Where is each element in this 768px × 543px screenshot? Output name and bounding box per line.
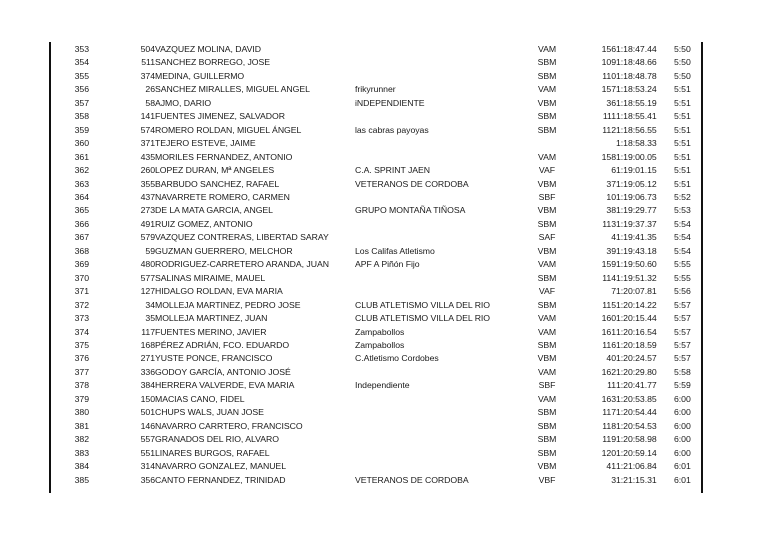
cell-bib: 141 xyxy=(140,111,155,122)
table-row xyxy=(49,137,703,150)
cell-bib: 117 xyxy=(141,326,155,337)
cell-pace: 5:56 xyxy=(674,286,691,297)
cell-club xyxy=(355,43,520,56)
cell-category: SBM xyxy=(537,299,557,310)
cell-position: 380 xyxy=(74,407,89,418)
cell-time: 1:20:16.54 xyxy=(616,326,657,337)
cell-pace: 5:51 xyxy=(674,138,691,149)
cell-bib: 384 xyxy=(140,380,155,391)
cell-bib: 273 xyxy=(140,205,155,216)
cell-pace: 6:00 xyxy=(674,420,691,431)
cell-position: 383 xyxy=(74,447,89,458)
cell-name: SALINAS MIRAIME, MAUEL xyxy=(155,272,266,283)
table-row xyxy=(49,299,703,312)
cell-club: las cabras payoyas xyxy=(355,124,429,135)
cell-pace: 5:57 xyxy=(674,353,691,364)
cell-category-position: 156 xyxy=(601,44,616,54)
cell-pace: 5:51 xyxy=(674,84,691,95)
cell-club xyxy=(355,420,520,433)
cell-bib: 435 xyxy=(140,151,155,162)
cell-position: 378 xyxy=(74,380,89,391)
cell-category: VAM xyxy=(537,313,557,324)
cell-position: 374 xyxy=(74,326,89,337)
cell-category: VAM xyxy=(537,366,557,377)
cell-name: VAZQUEZ CONTRERAS, LIBERTAD SARAY xyxy=(155,232,329,243)
cell-pace: 5:57 xyxy=(674,299,691,310)
cell-club xyxy=(355,151,520,164)
cell-position: 360 xyxy=(74,138,89,149)
cell-club xyxy=(355,285,520,298)
table-row xyxy=(49,339,703,352)
cell-bib: 26 xyxy=(145,84,155,95)
cell-position: 366 xyxy=(74,218,89,229)
cell-time: 1:20:15.44 xyxy=(616,313,657,324)
cell-category-position: 3 xyxy=(611,474,616,485)
cell-category-position: 113 xyxy=(602,218,616,229)
table-row xyxy=(49,406,703,419)
cell-club xyxy=(355,70,520,83)
cell-time: 1:18:58.33 xyxy=(616,138,657,149)
cell-time: 1:19:06.73 xyxy=(616,191,657,202)
cell-time: 1:20:41.77 xyxy=(616,380,657,391)
cell-time: 1:19:50.60 xyxy=(616,259,657,270)
table-row xyxy=(49,191,703,204)
cell-pace: 5:51 xyxy=(674,151,691,162)
cell-club xyxy=(355,460,520,473)
cell-bib: 577 xyxy=(140,272,155,283)
cell-name: YUSTE PONCE, FRANCISCO xyxy=(155,353,273,364)
cell-category: SBM xyxy=(537,70,557,81)
cell-category: VBF xyxy=(538,474,556,485)
table-row xyxy=(49,97,703,110)
cell-position: 357 xyxy=(74,97,89,108)
cell-time: 1:19:43.18 xyxy=(616,245,657,256)
cell-bib: 150 xyxy=(140,393,155,404)
cell-club xyxy=(355,393,520,406)
cell-name: TEJERO ESTEVE, JAIME xyxy=(155,138,256,149)
cell-pace: 6:00 xyxy=(674,447,691,458)
table-row xyxy=(49,43,703,56)
cell-name: HIDALGO ROLDAN, EVA MARIA xyxy=(155,286,283,297)
cell-category-position: 109 xyxy=(601,57,616,68)
cell-category-position: 157 xyxy=(601,84,616,95)
cell-position: 368 xyxy=(74,245,89,256)
cell-category-position: 39 xyxy=(606,245,616,256)
cell-position: 385 xyxy=(74,474,89,485)
table-row xyxy=(49,151,703,164)
cell-time: 1:18:56.55 xyxy=(616,124,657,135)
cell-category: SBM xyxy=(537,339,557,350)
cell-category-position: 38 xyxy=(606,205,616,216)
cell-time: 1:20:24.57 xyxy=(616,353,657,364)
cell-category: SBM xyxy=(537,111,557,122)
cell-time: 1:19:29.77 xyxy=(616,205,657,216)
cell-club: APF A Piñón Fijo xyxy=(355,259,420,270)
cell-pace: 6:01 xyxy=(674,474,691,485)
cell-pace: 5:59 xyxy=(674,380,691,391)
table-row xyxy=(49,474,703,487)
cell-club xyxy=(355,447,520,460)
cell-club: GRUPO MONTAÑA TIÑOSA xyxy=(355,205,466,216)
cell-time: 1:20:53.85 xyxy=(616,393,657,404)
cell-category: VAF xyxy=(538,286,556,297)
cell-position: 356 xyxy=(74,84,89,95)
cell-pace: 6:00 xyxy=(674,407,691,418)
table-row xyxy=(49,124,703,137)
cell-name: GRANADOS DEL RIO, ALVARO xyxy=(155,434,279,445)
cell-club: Independiente xyxy=(355,380,410,391)
cell-category-position: 160 xyxy=(601,313,616,324)
table-row xyxy=(49,245,703,258)
cell-bib: 574 xyxy=(140,124,155,135)
cell-name: GODOY GARCÍA, ANTONIO JOSÉ xyxy=(155,366,291,377)
cell-bib: 504 xyxy=(140,44,155,54)
cell-category-position: 162 xyxy=(601,366,616,377)
cell-bib: 551 xyxy=(140,447,155,458)
cell-pace: 5:53 xyxy=(674,205,691,216)
cell-club xyxy=(355,191,520,204)
cell-pace: 5:51 xyxy=(674,178,691,189)
table-row xyxy=(49,447,703,460)
cell-bib: 511 xyxy=(141,57,155,68)
cell-name: CANTO FERNANDEZ, TRINIDAD xyxy=(155,474,286,485)
cell-position: 377 xyxy=(74,366,89,377)
cell-club xyxy=(355,433,520,446)
cell-pace: 5:55 xyxy=(674,259,691,270)
table-row xyxy=(49,218,703,231)
table-row xyxy=(49,110,703,123)
cell-category: SBF xyxy=(538,380,556,391)
table-row xyxy=(49,326,703,339)
cell-bib: 271 xyxy=(140,353,155,364)
cell-position: 384 xyxy=(74,461,89,472)
cell-category: VAM xyxy=(537,259,557,270)
cell-club xyxy=(355,218,520,231)
cell-category: SBF xyxy=(538,191,556,202)
cell-position: 379 xyxy=(74,393,89,404)
cell-pace: 6:01 xyxy=(674,461,691,472)
cell-category-position: 37 xyxy=(606,178,616,189)
cell-bib: 437 xyxy=(140,191,155,202)
table-row xyxy=(49,433,703,446)
cell-time: 1:21:15.31 xyxy=(616,474,657,485)
cell-category-position xyxy=(574,137,616,150)
table-row xyxy=(49,56,703,69)
cell-time: 1:18:53.24 xyxy=(616,84,657,95)
cell-pace: 5:50 xyxy=(674,70,691,81)
cell-time: 1:19:01.15 xyxy=(616,165,657,176)
cell-bib: 355 xyxy=(140,178,155,189)
cell-time: 1:19:37.37 xyxy=(616,218,657,229)
cell-position: 367 xyxy=(74,232,89,243)
cell-name: LOPEZ DURAN, Mª ANGELES xyxy=(155,165,275,176)
cell-name: NAVARRO GONZALEZ, MANUEL xyxy=(155,461,286,472)
cell-category: SAF xyxy=(538,232,556,243)
table-row xyxy=(49,204,703,217)
cell-category: SBM xyxy=(537,272,557,283)
cell-name: PÉREZ ADRIÁN, FCO. EDUARDO xyxy=(155,339,290,350)
cell-club: frikyrunner xyxy=(355,84,396,95)
cell-category-position: 112 xyxy=(602,124,616,135)
cell-position: 369 xyxy=(74,259,89,270)
cell-category: VBM xyxy=(537,245,557,256)
cell-pace: 5:54 xyxy=(674,218,691,229)
cell-position: 359 xyxy=(74,124,89,135)
cell-time: 1:20:18.59 xyxy=(616,339,657,350)
results-table-body xyxy=(49,43,703,487)
cell-position: 364 xyxy=(74,191,89,202)
cell-bib: 374 xyxy=(140,70,155,81)
cell-category: VAM xyxy=(537,393,557,404)
cell-pace: 5:50 xyxy=(674,44,691,54)
cell-bib: 557 xyxy=(140,434,155,445)
cell-pace: 5:50 xyxy=(674,57,691,68)
cell-category-position: 159 xyxy=(601,259,616,270)
cell-category: SBM xyxy=(537,420,557,431)
table-row xyxy=(49,285,703,298)
table-row xyxy=(49,231,703,244)
cell-time: 1:19:51.32 xyxy=(616,272,657,283)
cell-pace: 6:00 xyxy=(674,393,691,404)
cell-time: 1:20:29.80 xyxy=(616,366,657,377)
cell-category-position: 114 xyxy=(602,272,616,283)
cell-category-position: 115 xyxy=(602,299,616,310)
cell-position: 381 xyxy=(74,420,89,431)
cell-category-position: 161 xyxy=(601,326,616,337)
cell-position: 354 xyxy=(74,57,89,68)
cell-name: RODRIGUEZ-CARRETERO ARANDA, JUAN xyxy=(155,259,329,270)
cell-club: C.A. SPRINT JAEN xyxy=(355,165,430,176)
table-row xyxy=(49,70,703,83)
cell-bib: 356 xyxy=(140,474,155,485)
cell-name: HERRERA VALVERDE, EVA MARIA xyxy=(155,380,295,391)
cell-name: MACIAS CANO, FIDEL xyxy=(155,393,245,404)
cell-name: FUENTES MERINO, JAVIER xyxy=(155,326,267,337)
cell-pace: 5:58 xyxy=(674,366,691,377)
cell-club xyxy=(355,406,520,419)
cell-position: 363 xyxy=(74,178,89,189)
table-row xyxy=(49,420,703,433)
cell-category: VBM xyxy=(537,97,557,108)
cell-club: CLUB ATLETISMO VILLA DEL RIO xyxy=(355,313,491,324)
cell-name: GUZMAN GUERRERO, MELCHOR xyxy=(155,245,293,256)
cell-time: 1:18:47.44 xyxy=(616,44,657,54)
cell-time: 1:20:07.81 xyxy=(616,286,657,297)
cell-position: 373 xyxy=(74,313,89,324)
cell-position: 361 xyxy=(74,151,89,162)
cell-bib: 480 xyxy=(140,259,155,270)
cell-club: VETERANOS DE CORDOBA xyxy=(355,474,469,485)
cell-bib: 260 xyxy=(140,165,155,176)
cell-club xyxy=(355,231,520,244)
cell-name: LINARES BURGOS, RAFAEL xyxy=(155,447,270,458)
cell-position: 358 xyxy=(74,111,89,122)
cell-category-position: 120 xyxy=(601,447,616,458)
cell-pace: 5:51 xyxy=(674,97,691,108)
cell-position: 371 xyxy=(74,286,89,297)
cell-pace: 5:57 xyxy=(674,326,691,337)
cell-category: VBM xyxy=(537,353,557,364)
cell-time: 1:20:54.44 xyxy=(616,407,657,418)
cell-time: 1:18:55.41 xyxy=(616,111,657,122)
cell-bib: 336 xyxy=(140,366,155,377)
cell-time: 1:18:48.66 xyxy=(616,57,657,68)
cell-category-position: 6 xyxy=(611,165,616,176)
cell-time: 1:21:06.84 xyxy=(616,461,657,472)
cell-category-position: 116 xyxy=(602,339,616,350)
cell-position: 365 xyxy=(74,205,89,216)
table-row xyxy=(49,393,703,406)
cell-category: VAM xyxy=(537,84,557,95)
cell-category-position: 7 xyxy=(611,286,616,297)
cell-name: VAZQUEZ MOLINA, DAVID xyxy=(155,44,261,54)
cell-category-position: 163 xyxy=(601,393,616,404)
cell-position: 355 xyxy=(74,70,89,81)
cell-time: 1:19:41.35 xyxy=(616,232,657,243)
cell-category-position: 4 xyxy=(611,232,616,243)
cell-bib: 579 xyxy=(140,232,155,243)
cell-bib: 491 xyxy=(140,218,155,229)
cell-category-position: 117 xyxy=(602,407,616,418)
cell-category-position: 111 xyxy=(602,111,616,122)
cell-bib: 501 xyxy=(140,407,155,418)
cell-position: 375 xyxy=(74,339,89,350)
cell-category-position: 158 xyxy=(601,151,616,162)
cell-bib: 35 xyxy=(145,313,155,324)
cell-pace: 5:54 xyxy=(674,245,691,256)
table-row xyxy=(49,258,703,271)
cell-time: 1:19:00.05 xyxy=(616,151,657,162)
cell-name: MEDINA, GUILLERMO xyxy=(155,70,245,81)
cell-pace: 5:57 xyxy=(674,339,691,350)
cell-category: VAM xyxy=(537,326,557,337)
cell-name: CHUPS WALS, JUAN JOSE xyxy=(155,407,264,418)
cell-category: SBM xyxy=(537,57,557,68)
cell-bib: 314 xyxy=(140,461,155,472)
cell-category: VBM xyxy=(537,178,557,189)
cell-category-position: 40 xyxy=(606,353,616,364)
cell-time: 1:18:48.78 xyxy=(616,70,657,81)
cell-bib: 59 xyxy=(145,245,155,256)
cell-name: RUIZ GOMEZ, ANTONIO xyxy=(155,218,253,229)
cell-club xyxy=(355,366,520,379)
cell-position: 382 xyxy=(74,434,89,445)
cell-name: NAVARRO CARRTERO, FRANCISCO xyxy=(155,420,303,431)
table-row xyxy=(49,178,703,191)
cell-bib: 58 xyxy=(145,97,155,108)
table-row xyxy=(49,164,703,177)
cell-club xyxy=(355,56,520,69)
cell-name: SANCHEZ BORREGO, JOSE xyxy=(155,57,271,68)
cell-time: 1:20:58.98 xyxy=(616,434,657,445)
cell-bib: 371 xyxy=(140,138,155,149)
cell-bib: 146 xyxy=(140,420,155,431)
table-row xyxy=(49,272,703,285)
cell-time: 1:20:54.53 xyxy=(616,420,657,431)
cell-category: VAM xyxy=(537,44,557,54)
cell-category-position: 118 xyxy=(602,420,616,431)
cell-category: SBM xyxy=(537,124,557,135)
cell-name: MOLLEJA MARTINEZ, JUAN xyxy=(155,313,268,324)
cell-pace: 5:54 xyxy=(674,232,691,243)
table-row xyxy=(49,352,703,365)
cell-club: Los Califas Atletismo xyxy=(355,245,435,256)
cell-category: VAF xyxy=(538,165,556,176)
cell-bib: 168 xyxy=(140,339,155,350)
cell-category xyxy=(520,137,574,150)
cell-category-position: 119 xyxy=(602,434,616,445)
cell-pace: 5:51 xyxy=(674,165,691,176)
cell-pace: 6:00 xyxy=(674,434,691,445)
cell-name: FUENTES JIMENEZ, SALVADOR xyxy=(155,111,285,122)
cell-category: VAM xyxy=(537,151,557,162)
cell-pace: 5:57 xyxy=(674,313,691,324)
cell-position: 362 xyxy=(74,165,89,176)
cell-name: SANCHEZ MIRALLES, MIGUEL ANGEL xyxy=(155,84,310,95)
cell-club: C.Atletismo Cordobes xyxy=(355,353,439,364)
cell-club: Zampabollos xyxy=(355,326,405,337)
cell-time: 1:18:55.19 xyxy=(616,97,657,108)
cell-pace: 5:52 xyxy=(674,191,691,202)
cell-name: MORILES FERNANDEZ, ANTONIO xyxy=(155,151,293,162)
cell-club: iNDEPENDIENTE xyxy=(355,97,425,108)
cell-pace: 5:51 xyxy=(674,124,691,135)
cell-time: 1:20:59.14 xyxy=(616,447,657,458)
table-row xyxy=(49,83,703,96)
cell-club xyxy=(355,137,520,150)
cell-position: 376 xyxy=(74,353,89,364)
cell-category-position: 11 xyxy=(607,380,616,391)
table-row xyxy=(49,366,703,379)
cell-pace: 5:55 xyxy=(674,272,691,283)
cell-bib: 34 xyxy=(145,299,155,310)
cell-category: VBM xyxy=(537,461,557,472)
cell-name: ROMERO ROLDAN, MIGUEL ÁNGEL xyxy=(155,124,302,135)
cell-category-position: 110 xyxy=(602,70,616,81)
cell-category-position: 41 xyxy=(606,461,616,472)
cell-name: NAVARRETE ROMERO, CARMEN xyxy=(155,191,290,202)
cell-time: 1:19:05.12 xyxy=(616,178,657,189)
race-results-table xyxy=(49,43,703,487)
table-row xyxy=(49,379,703,392)
cell-name: MOLLEJA MARTINEZ, PEDRO JOSE xyxy=(155,299,301,310)
cell-category: SBM xyxy=(537,407,557,418)
cell-position: 370 xyxy=(74,272,89,283)
cell-name: BARBUDO SANCHEZ, RAFAEL xyxy=(155,178,280,189)
cell-club: CLUB ATLETISMO VILLA DEL RIO xyxy=(355,299,491,310)
table-row xyxy=(49,460,703,473)
table-row xyxy=(49,312,703,325)
cell-category-position: 36 xyxy=(606,97,616,108)
cell-category: SBM xyxy=(537,434,557,445)
cell-category: SBM xyxy=(537,218,557,229)
cell-category: SBM xyxy=(537,447,557,458)
cell-category: VBM xyxy=(537,205,557,216)
cell-pace: 5:51 xyxy=(674,111,691,122)
cell-position: 372 xyxy=(74,299,89,310)
cell-name: AJMO, DARIO xyxy=(155,97,212,108)
cell-time: 1:20:14.22 xyxy=(616,299,657,310)
cell-club: VETERANOS DE CORDOBA xyxy=(355,178,469,189)
cell-category-position: 10 xyxy=(606,191,616,202)
cell-club xyxy=(355,110,520,123)
cell-club: Zampabollos xyxy=(355,339,405,350)
cell-club xyxy=(355,272,520,285)
cell-position: 353 xyxy=(74,44,89,54)
cell-bib: 127 xyxy=(140,286,155,297)
cell-name: DE LA MATA GARCIA, ANGEL xyxy=(155,205,273,216)
